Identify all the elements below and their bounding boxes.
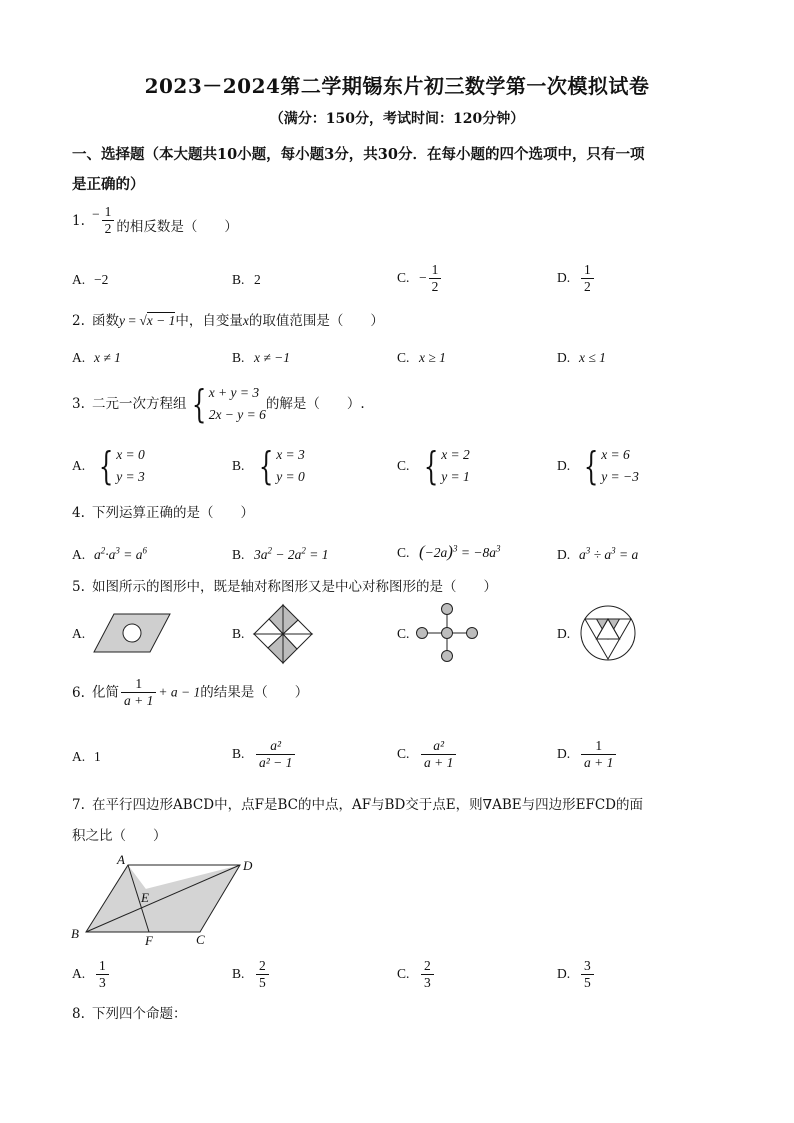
denominator: 5 [581,974,594,991]
option-value: x ≤ 1 [579,350,606,365]
numerator: 2 [259,958,266,973]
question-5 [72,577,497,597]
option-a[interactable] [72,270,108,290]
solution-system [254,444,305,488]
section-heading [72,140,732,200]
option-c[interactable] [397,958,436,991]
solution-row: y = 1 [441,469,470,484]
question-number: 4. [72,505,85,521]
option-label: C. [397,544,410,560]
question-6 [72,676,308,709]
denominator: a + 1 [121,692,156,709]
solution-row: x = 0 [116,447,145,462]
option-label: D. [557,746,571,761]
fraction [429,262,442,295]
fraction [96,958,109,991]
fraction [102,204,115,237]
denominator: a² − 1 [256,754,295,771]
section-heading-line1: 一、选择题（本大题共10小题，每小题3分，共30分．在每小题的四个选项中，只有一项 [72,146,645,163]
solution-system [94,444,145,488]
fraction [256,958,269,991]
fraction [421,738,456,771]
option-a[interactable] [72,444,145,488]
brace: { [191,382,206,426]
solution-system [419,444,470,488]
shaded-quad-efcd [144,865,241,932]
numerator: 1 [135,676,143,691]
minus-sign: − [92,206,100,222]
section-heading-line2: 是正确的） [72,176,145,193]
solution-row: y = 0 [276,469,305,484]
cross-circles-figure [414,602,480,664]
question-3 [72,382,365,426]
denominator: 2 [429,278,442,295]
option-c[interactable] [397,262,443,295]
option-b[interactable] [232,958,271,991]
question-2 [72,311,384,331]
option-label: B. [232,546,245,562]
question-text: 下列四个命题： [92,1006,187,1022]
solution-row: y = 3 [116,469,145,484]
question-text: 的取值范围是（ ） [248,313,384,329]
question-1 [72,204,238,237]
option-d[interactable] [557,262,596,295]
question-7-line2: 积之比（ ） [72,828,167,844]
option-d[interactable] [557,958,596,991]
fraction [256,738,295,771]
option-d[interactable] [557,444,639,488]
option-expression: $(-2a)^3 = -8a^3$ [419,541,501,561]
option-label: A. [72,546,86,562]
option-d[interactable] [557,738,618,771]
option-label: D. [557,966,571,981]
option-a[interactable] [72,348,121,368]
option-a[interactable] [72,747,101,767]
question-text: 的解是（ ）. [265,396,365,412]
solution-row: x = 2 [441,447,470,462]
option-label: A. [72,626,86,641]
option-c[interactable] [397,348,446,368]
parallelogram-diagram [68,852,258,947]
option-label: B. [232,458,245,473]
option-b[interactable] [232,348,290,368]
question-number: 8. [72,1006,85,1022]
option-label: A. [72,749,86,764]
question-text: 的相反数是（ ） [116,219,238,235]
option-label: D. [557,626,571,641]
fraction [581,262,594,295]
fraction [581,738,616,771]
numerator: 1 [431,262,439,277]
option-label: C. [397,350,410,365]
numerator: a² [433,738,445,753]
question-text: 化简 [92,684,119,701]
option-d[interactable] [557,624,579,644]
option-b[interactable] [232,444,305,488]
label-b: B [71,926,79,941]
numerator: 1 [584,262,591,277]
option-a[interactable] [72,624,94,644]
denominator: a + 1 [421,754,456,771]
option-d[interactable] [557,348,606,368]
numerator: 1 [595,738,603,753]
option-label: A. [72,350,86,365]
question-8 [72,1004,187,1024]
parallelogram-with-circle-figure [92,612,172,654]
label-e: E [141,890,149,905]
question-number: 1. [72,212,85,229]
brace: { [258,444,274,488]
sqrt-sign: √ [139,313,147,328]
denominator: a + 1 [581,754,616,771]
solution-row: x = 6 [601,447,630,462]
question-number: 2. [72,313,85,329]
minus-sign: − [419,270,427,285]
denominator: 5 [256,974,269,991]
option-value: 2 [254,272,261,287]
question-text: 中，自变量 [175,313,243,329]
question-number: 3. [72,396,85,412]
option-b[interactable] [232,738,297,771]
formula-y: y [119,313,125,328]
option-value: −2 [94,272,109,287]
option-value: x ≥ 1 [419,350,446,365]
question-text: 二元一次方程组 [92,396,187,412]
variable: x [242,313,249,328]
label-c: C [196,932,205,947]
option-a[interactable] [72,540,147,565]
question-number: 6. [72,684,85,701]
option-c[interactable] [397,738,458,771]
numerator: 1 [99,958,106,973]
denominator: 2 [102,220,115,237]
option-label: B. [232,272,245,287]
option-b[interactable] [232,540,329,565]
label-d: D [243,858,253,873]
fraction [121,676,156,709]
numerator: a² [270,738,282,753]
option-label: B. [232,966,245,981]
solution-row: x = 3 [276,447,305,462]
option-label: C. [397,626,410,641]
circle-triangle-figure [578,603,638,663]
question-text-line1: 在平行四边形ABCD中，点F是BC的中点，AF与BD交于点E，则∇ABE与四边形EFCD的面 [92,797,643,813]
fraction [421,958,434,991]
question-text: 函数 [92,313,119,329]
formula-eq: = [125,313,140,328]
option-expression: $3a^2 - 2a^2 = 1$ [254,545,329,562]
option-d[interactable] [557,540,638,565]
brace: { [583,444,599,488]
option-label: C. [397,458,410,473]
pinwheel-figure [252,603,314,665]
numerator: 3 [584,958,591,973]
option-label: A. [72,272,86,287]
brace: { [423,444,439,488]
option-label: D. [557,546,571,562]
option-label: C. [397,966,410,981]
option-expression: $a^3 \div a^3 = a$ [579,545,639,562]
fraction [581,958,594,991]
option-a[interactable] [72,958,111,991]
question-number: 5. [72,579,85,595]
question-text: 下列运算正确的是（ ） [92,505,254,521]
option-label: D. [557,350,571,365]
question-7 [72,795,643,815]
denominator: 3 [96,974,109,991]
exam-info: （满分：150分，考试时间：120分钟） [269,111,525,127]
label-f: F [145,933,153,947]
option-label: C. [397,270,410,285]
question-4 [72,503,254,523]
option-c[interactable] [397,538,500,563]
option-value: x ≠ −1 [254,350,291,365]
option-value: 1 [94,749,101,764]
option-label: D. [557,458,571,473]
option-b[interactable] [232,624,254,644]
solution-system [579,444,639,488]
option-label: B. [232,350,245,365]
equation-2: 2x − y = 6 [208,407,266,422]
label-a: A [117,852,125,867]
denominator: 2 [581,278,594,295]
question-text: 的结果是（ ） [200,684,309,701]
denominator: 3 [421,974,434,991]
option-label: D. [557,270,571,285]
solution-row: y = −3 [601,469,639,484]
option-expression: $a^2\cdot a^3 = a^6$ [94,545,147,562]
option-b[interactable] [232,270,261,290]
option-c[interactable] [397,444,470,488]
option-label: C. [397,746,410,761]
numerator: 1 [104,204,112,219]
option-label: A. [72,966,86,981]
option-label: B. [232,746,245,761]
option-label: B. [232,626,245,641]
option-value: x ≠ 1 [94,350,121,365]
brace: { [98,444,114,488]
question-number: 7. [72,797,85,813]
equation-1: x + y = 3 [208,385,260,400]
expression-tail: + a − 1 [158,684,201,700]
option-label: A. [72,458,86,473]
page-title: 2023－2024第二学期锡东片初三数学第一次模拟试卷 [144,74,650,98]
question-text: 如图所示的图形中，既是轴对称图形又是中心对称图形的是（ ） [92,579,497,595]
numerator: 2 [424,958,431,973]
radicand: x − 1 [146,313,176,328]
equation-system [187,382,266,426]
